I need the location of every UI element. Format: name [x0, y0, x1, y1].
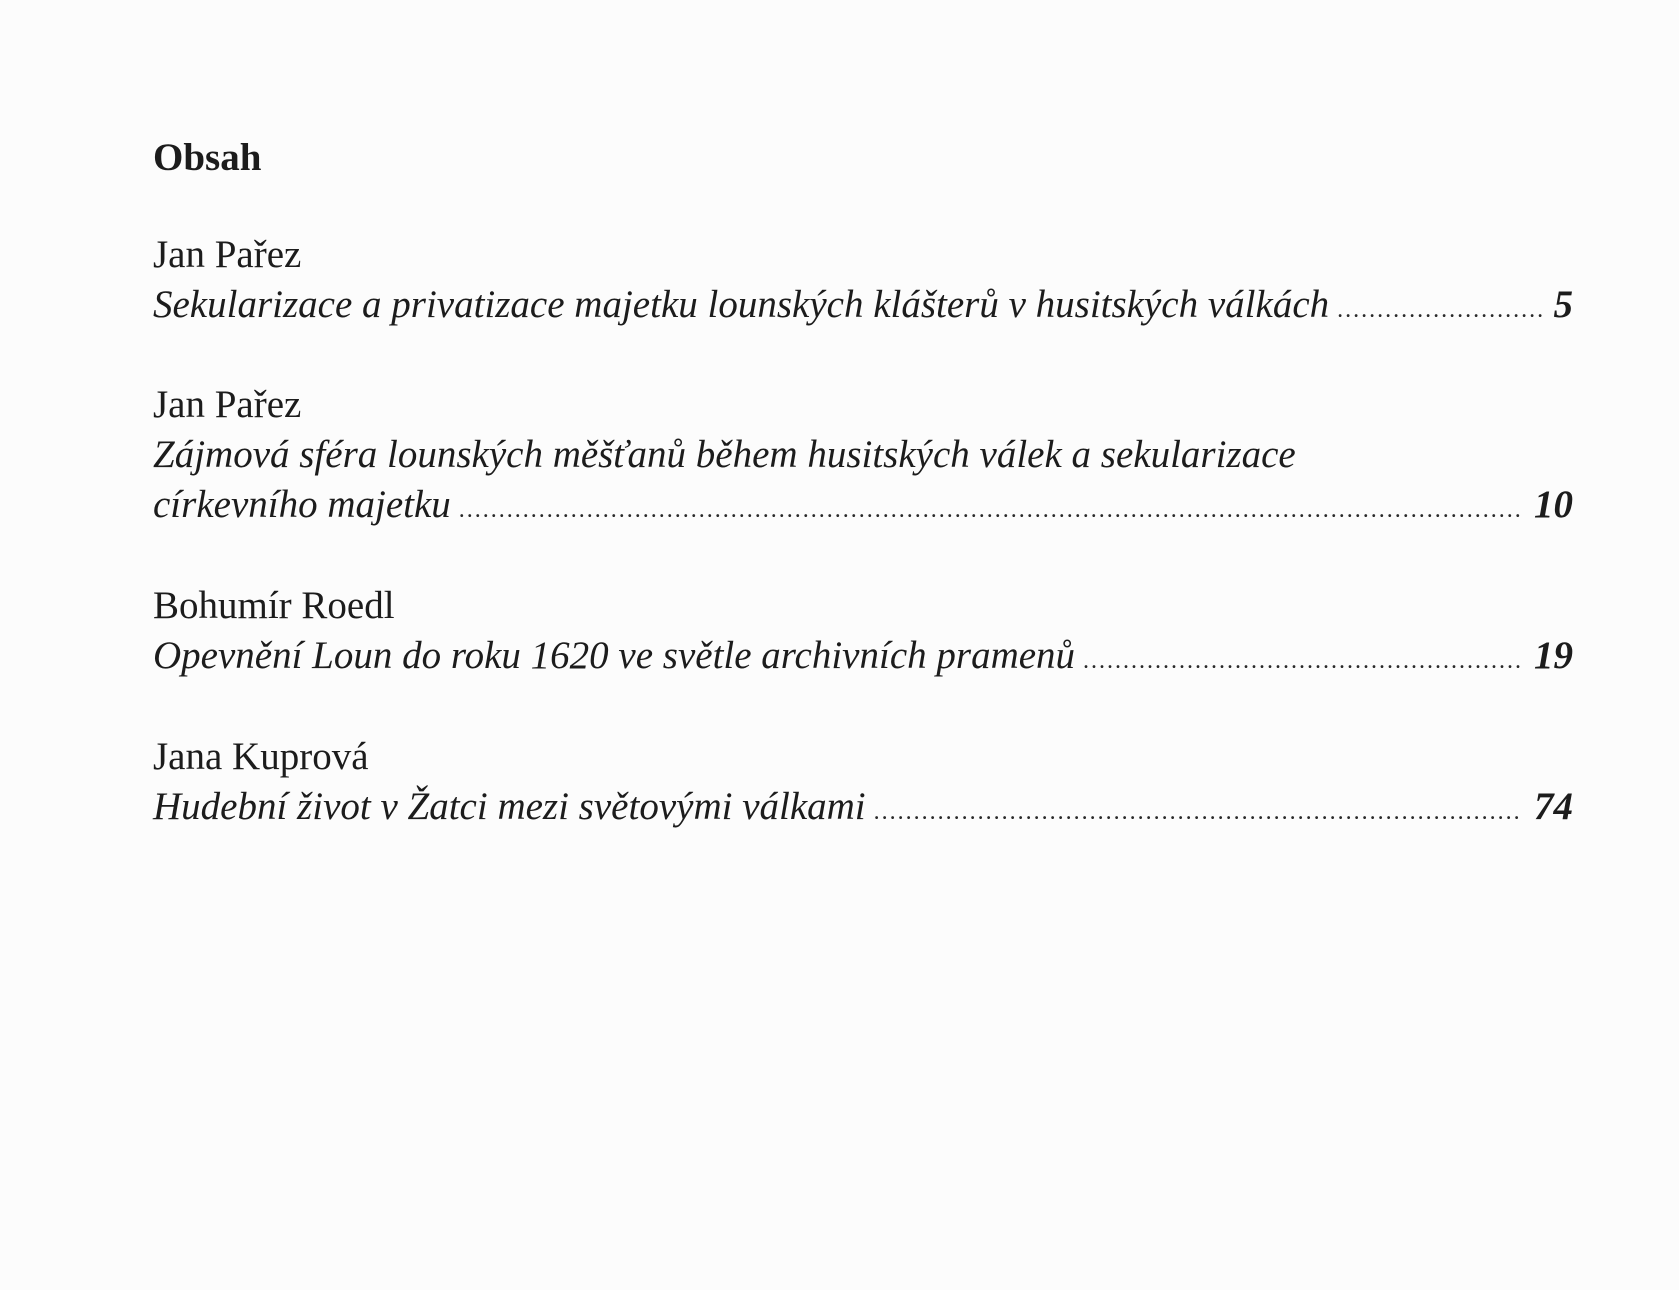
toc-entry [153, 230, 1573, 335]
entry-page-number: 74 [1534, 785, 1573, 828]
entry-title-continued: Zájmová sféra lounských měšťanů během husitských válek a sekularizace [153, 433, 1296, 476]
entry-author: Jan Pařez [153, 383, 302, 426]
entry-page-number: 5 [1553, 283, 1573, 326]
page-title: Obsah [153, 136, 262, 179]
entry-author: Jan Pařez [153, 233, 302, 276]
entry-author: Bohumír Roedl [153, 584, 395, 627]
entry-title: Sekularizace a privatizace majetku lounských klášterů v husitských válkách [153, 283, 1330, 326]
entry-title-line[interactable] [153, 280, 1573, 335]
entry-title-line[interactable] [153, 480, 1573, 535]
dot-leader [1083, 636, 1522, 686]
entry-author: Jana Kuprová [153, 735, 369, 778]
toc-entry [153, 380, 1573, 535]
entry-page-number: 10 [1534, 483, 1573, 526]
dot-leader [874, 787, 1522, 837]
entry-title: Hudební život v Žatci mezi světovými válkami [153, 785, 866, 828]
dot-leader [1337, 285, 1541, 335]
toc-entry [153, 581, 1573, 686]
entry-title: církevního majetku [153, 483, 451, 526]
entry-title: Opevnění Loun do roku 1620 ve světle archivních pramenů [153, 634, 1076, 677]
entry-page-number: 19 [1534, 634, 1573, 677]
dot-leader [459, 485, 1522, 535]
entry-title-line[interactable] [153, 631, 1573, 686]
toc-entry [153, 732, 1573, 837]
entry-title-line[interactable] [153, 782, 1573, 837]
